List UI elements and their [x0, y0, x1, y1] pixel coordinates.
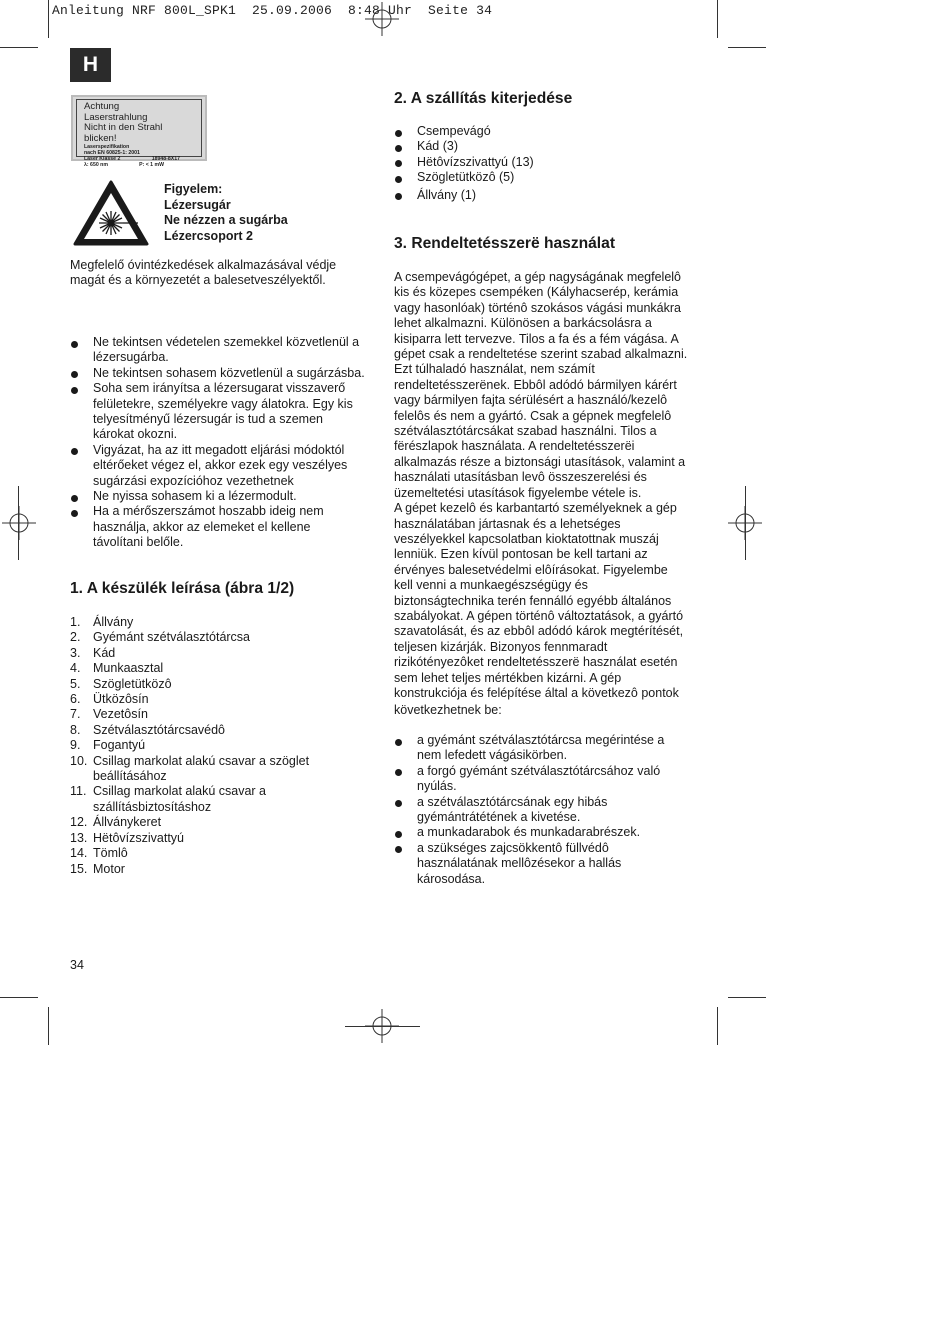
item-number: 7. [70, 707, 81, 722]
text-line: használatának mellôzésekor a hallás [417, 856, 622, 871]
text-line: Csillag markolat alakú csavar a szöglet [93, 753, 310, 768]
text-line: nem lefedett vágásikörben. [417, 748, 568, 763]
text-line: érvényes balesetvédelmi elôírásokat. Figyelembe [394, 562, 668, 577]
list-item [394, 124, 694, 139]
parts-list [70, 615, 390, 877]
crop-mark [728, 47, 766, 48]
text-line: Tömlô [93, 846, 128, 861]
crop-mark [0, 997, 38, 998]
crop-mark [745, 486, 746, 560]
warning-line: Figyelem: [164, 182, 223, 196]
item-number: 9. [70, 738, 81, 753]
text-line: a forgó gyémánt szétválasztótárcsához való [417, 763, 661, 778]
warning-line: Ne nézzen a sugárba [164, 213, 288, 227]
text-line: szétválasztótárcsákat szabad használni. Tilos a [394, 424, 657, 439]
laser-label-plate [71, 95, 207, 168]
laser-label-row [84, 162, 194, 168]
text-line: Szétválasztótárcsavédô [93, 722, 226, 737]
text-line: a szükséges zajcsökkentô füllvédô [417, 840, 609, 855]
item-number: 6. [70, 692, 81, 707]
text-line: A csempevágógépet, a gép nagyságának megfelelô [394, 270, 682, 284]
intended-use-paragraph [394, 270, 704, 719]
text-line: a szétválasztótárcsának egy hibás [417, 794, 608, 809]
list-item [394, 139, 694, 154]
text-line: Állvány [93, 615, 134, 629]
text-line: károsodása. [417, 871, 486, 886]
item-text [93, 661, 163, 676]
text-line: Munkaasztal [93, 661, 164, 676]
text-line: Csillag markolat alakú csavar a [93, 784, 266, 799]
section-1-title: 1. A készülék leírása (ábra 1/2) [70, 580, 295, 597]
item-text [93, 862, 125, 877]
text-line: használatában jártasnak és a lehetséges [394, 516, 621, 531]
intro-paragraph [70, 258, 336, 289]
item-text: Szögletütközô (5) [417, 170, 515, 185]
list-item [70, 335, 390, 366]
text-line: kisiparra lett tervezve. Tilos a fa és a fém vágása. A [394, 331, 679, 346]
text-line: Szögletütközô [93, 676, 172, 691]
item-text [93, 754, 309, 785]
text-line: teljesen kizárják. Bizonyos fennmaradt [394, 639, 608, 654]
text-line: a gyémánt szétválasztótárcsa megérintése a [417, 733, 665, 747]
list-item [70, 381, 390, 443]
section-2-title: 2. A szállítás kiterjedése [394, 90, 573, 107]
item-text [93, 707, 148, 722]
item-text [93, 723, 225, 738]
text-line: Ne tekintsen sohasem közvetlenül a sugárzásba. [93, 365, 365, 380]
text-line: károkat okozni. [93, 427, 178, 442]
text-line: sugárzási expozícióhoz vezethetnek [93, 473, 294, 488]
text-line: Kád [93, 645, 116, 660]
laser-label-cell: P: < 1 mW [139, 162, 164, 168]
list-item [70, 862, 390, 877]
item-number: 1. [70, 615, 81, 629]
list-item [394, 764, 704, 795]
text-line: használati utasításban levô összeszerelési és [394, 470, 647, 485]
laser-label-line: Achtung [84, 101, 120, 112]
text-line: kell venni a munkaegészségügy és [394, 578, 588, 593]
registration-mark-icon [2, 506, 36, 540]
warning-line: Lézercsoport 2 [164, 228, 253, 243]
list-item [394, 170, 694, 185]
item-number: 8. [70, 722, 81, 737]
list-item [70, 692, 390, 707]
item-number: 12. [70, 815, 88, 830]
item-text [93, 630, 250, 645]
text-line: Megfelelő óvintézkedések alkalmazásával védje [70, 258, 337, 272]
list-item [394, 825, 704, 840]
item-text: Csempevágó [417, 124, 491, 138]
list-item [70, 784, 390, 815]
text-line: Soha sem irányítsa a lézersugarat visszaverő [93, 381, 346, 396]
list-item [394, 155, 694, 170]
text-line: Ne nyissa sohasem ki a lézermodult. [93, 489, 297, 504]
list-item [70, 630, 390, 645]
crop-mark [48, 1007, 49, 1045]
list-item [70, 707, 390, 722]
crop-mark [717, 1007, 718, 1045]
list-item [70, 443, 390, 489]
text-line: Fogantyú [93, 738, 146, 753]
print-header: Anleitung NRF 800L_SPK1 25.09.2006 8:48 Uhr Seite 34 [52, 3, 493, 18]
item-text [93, 831, 184, 846]
text-line: lenniük. Ezen kívül pontosan be kell tartani az [394, 547, 648, 562]
text-line: sem lehet teljes mértékben kizárni. A gép [394, 670, 622, 685]
section-3-title: 3. Rendeltetésszerë használat [394, 235, 616, 252]
list-item [70, 831, 390, 846]
text-line: Vigyázat, ha az itt megadott eljárási módoktól [93, 442, 345, 457]
text-line: Ütközôsín [93, 692, 149, 707]
item-text [93, 615, 133, 630]
list-item [394, 841, 704, 887]
item-number: 14. [70, 846, 88, 861]
risk-list [394, 733, 704, 887]
text-line: lézersugárba. [93, 350, 169, 365]
text-line: lehet alkalmazni. Különösen a barkácsolásra a [394, 316, 652, 331]
item-number: 3. [70, 645, 81, 660]
text-line: üzemeltetési utasítások figyelembe vétele is. [394, 485, 642, 500]
text-line: Ha a mérőszerszámot hoszabb ideig nem [93, 504, 324, 519]
text-line: a munkadarabok és munkadarabrészek. [417, 825, 641, 840]
list-item [70, 815, 390, 830]
laser-warning-icon [72, 179, 150, 247]
text-line: Hëtôvízszivattyú [93, 830, 185, 845]
text-line: beállításához [93, 769, 167, 784]
list-item [394, 188, 694, 203]
list-item [70, 754, 390, 785]
item-number: 10. [70, 753, 88, 768]
item-text [93, 784, 266, 815]
crop-mark [717, 0, 718, 38]
list-item [70, 661, 390, 676]
text-line: A gépet kezelô és karbantartó személyeknek a gép [394, 501, 677, 516]
list-item [70, 615, 390, 630]
text-line: felületekre, személyekre vagy álatokra. Egy kis [93, 396, 353, 411]
text-line: szállításbiztosításhoz [93, 799, 212, 814]
crop-mark [728, 997, 766, 998]
laser-label-line: Laserspezifikation [84, 144, 130, 150]
text-line: alkalmazás része a biztonsági utasítások, valamint a [394, 454, 686, 469]
text-line: nyúlás. [417, 779, 457, 794]
laser-label-line: Nicht in den Strahl blicken! [84, 122, 163, 144]
laser-label-line: Laserstrahlung [84, 111, 148, 123]
text-line: rizikótényezôket rendeltetésszerë használat esetén [394, 655, 678, 670]
crop-mark [0, 47, 38, 48]
text-line: vagy bármilyen fajta sérülésért a használó/kezelô [394, 393, 668, 408]
laser-label-cell: Laser Klasse 2 [84, 156, 121, 162]
item-text [93, 815, 161, 830]
safety-bullet-list [70, 335, 390, 551]
text-line: Ezt túlhaladó használat, nem számít [394, 362, 595, 377]
text-line: Vezetôsín [93, 707, 148, 722]
item-text: Állvány (1) [417, 187, 477, 202]
text-line: távolítani belőle. [93, 535, 184, 550]
text-line: Állványkeret [93, 815, 162, 830]
text-line: szabályokat. A gépen történô változtatások, a gyártó [394, 608, 684, 623]
text-line: Motor [93, 861, 125, 876]
list-item [70, 504, 390, 550]
text-line: Ne tekintsen védetelen szemekkel közvetlenül a [93, 335, 360, 349]
text-line: magát és a környezetét a balesetveszélyektől. [70, 273, 326, 288]
language-badge: H [70, 48, 111, 82]
laser-label-cell: λ: 650 nm [84, 162, 108, 168]
text-line: gyémántrátétének a kivetése. [417, 810, 581, 825]
text-line: fërészlapok használata. A rendeltetésszerëi [394, 439, 635, 454]
crop-mark [18, 486, 19, 560]
text-line: Gyémánt szétválasztótárcsa [93, 630, 251, 645]
text-line: gépet csak a rendeltetése szerint szabad alkalmazni. [394, 347, 688, 362]
item-text: Kád (3) [417, 139, 458, 154]
text-line: telyesítményű lézersugár is tud a szemen [93, 412, 323, 427]
item-text [93, 677, 172, 692]
laser-warning-text [164, 182, 288, 244]
item-number: 2. [70, 630, 81, 645]
text-line: használja, akkor az elemeket el kellene [93, 519, 311, 534]
list-item [70, 723, 390, 738]
text-line: konstrukciója és felépítése által a következô pontok [394, 685, 679, 700]
item-number: 15. [70, 861, 88, 876]
list-item [70, 677, 390, 692]
list-item [70, 846, 390, 861]
delivery-list [394, 124, 694, 203]
crop-mark [345, 1026, 420, 1027]
list-item [70, 366, 390, 381]
item-text: Hëtôvízszivattyú (13) [417, 154, 534, 169]
crop-mark [48, 0, 49, 38]
registration-mark-icon [365, 2, 399, 36]
text-line: következhetnek be: [394, 703, 502, 718]
text-line: biztonságtechnika terén fennálló egyébb általános [394, 593, 672, 608]
item-text [93, 692, 149, 707]
item-number: 5. [70, 676, 81, 691]
item-text [93, 738, 145, 753]
text-line: szavatolását, és az ebbôl adódó károk megtérítését, [394, 624, 684, 639]
warning-line: Lézersugár [164, 197, 231, 212]
laser-label-cell: 18948-8X17 [151, 156, 180, 162]
list-item [70, 489, 390, 504]
item-number: 4. [70, 661, 81, 676]
text-line: kis és közepes csempéken (Kályhacserép, kerámia [394, 285, 679, 300]
page-number: 34 [70, 958, 84, 972]
item-text [93, 846, 128, 861]
item-text [93, 646, 115, 661]
text-line: eltérőeket végez el, akkor ezek egy veszélyes [93, 458, 348, 473]
laser-label-line: nach EN 60825-1: 2001 [84, 150, 140, 156]
list-item [394, 733, 704, 764]
text-line: vagy hasonlóak) történô szokásos vágási munkákra [394, 300, 681, 315]
text-line: veszélyekkel kapcsolatban kioktatottnak muszáj [394, 531, 659, 546]
text-line: rendeltetésszerënek. Ebbôl adódó bármilyen kárért [394, 377, 677, 392]
item-number: 11. [70, 784, 87, 799]
text-line: felelôs és nem a gyártó. Csak a gépnek megfelelô [394, 408, 672, 423]
list-item [70, 738, 390, 753]
item-number: 13. [70, 830, 88, 845]
list-item [70, 646, 390, 661]
list-item [394, 795, 704, 826]
